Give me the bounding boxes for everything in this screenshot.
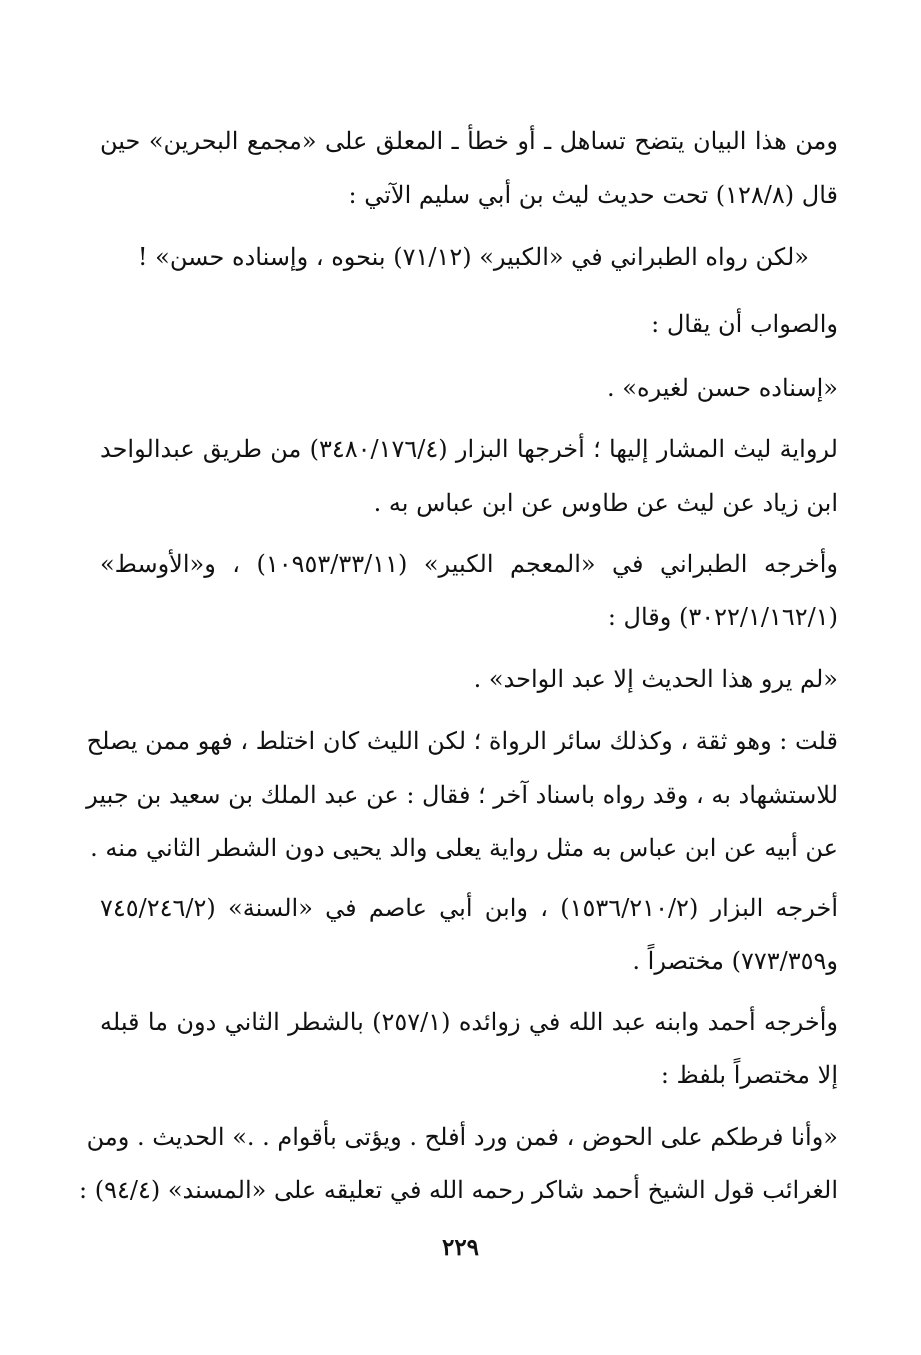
paragraph-5-line-3: عن أبيه عن ابن عباس به مثل رواية يعلى والد يحيى دون الشطر الثاني منه . xyxy=(90,834,838,862)
paragraph-5-line-1: قلت : وهو ثقة ، وكذلك سائر الرواة ؛ لكن الليث كان اختلط ، فهو ممن يصلح xyxy=(86,727,838,755)
paragraph-3-line-2: ابن زياد عن ليث عن طاوس عن ابن عباس به . xyxy=(373,489,838,517)
paragraph-4-line-1: وأخرجه الطبراني في «المعجم الكبير» (١٠٩٥٣/٣٣/١١) ، و«الأوسط» xyxy=(100,550,838,578)
paragraph-1-line-2: قال (١٢٨/٨) تحت حديث ليث بن أبي سليم الآتي : xyxy=(348,181,838,209)
paragraph-7-line-2: إلا مختصراً بلفظ : xyxy=(660,1061,838,1089)
paragraph-7-line-1: وأخرجه أحمد وابنه عبد الله في زوائده (٢٥٧/١) بالشطر الثاني دون ما قبله xyxy=(100,1008,839,1036)
paragraph-8-line-2: الغرائب قول الشيخ أحمد شاكر رحمه الله في تعليقه على «المسند» (٩٤/٤) : xyxy=(79,1176,838,1204)
paragraph-6-line-1: أخرجه البزار (١٥٣٦/٢١٠/٢) ، وابن أبي عاصم في «السنة» (٧٤٥/٢٤٦/٢ xyxy=(100,894,839,922)
paragraph-5-line-2: للاستشهاد به ، وقد رواه باسناد آخر ؛ فقال : عن عبد الملك بن سعيد بن جبير xyxy=(86,781,838,809)
paragraph-4-line-2: (٣٠٢٢/١/١٦٢/١) وقال : xyxy=(607,603,838,631)
paragraph-3-line-1: لرواية ليث المشار إليها ؛ أخرجها البزار (٣٤٨٠/١٧٦/٤) من طريق عبدالواحد xyxy=(100,435,838,463)
paragraph-1-line-1: ومن هذا البيان يتضح تساهل ـ أو خطأ ـ المعلق على «مجمع البحرين» حين xyxy=(100,127,838,155)
paragraph-2: والصواب أن يقال : xyxy=(651,310,838,338)
page-number: ٢٢٩ xyxy=(441,1234,480,1261)
paragraph-6-line-2: و٧٧٣/٣٥٩) مختصراً . xyxy=(632,947,838,975)
quote-3: «لم يرو هذا الحديث إلا عبد الواحد» . xyxy=(473,665,838,693)
paragraph-8-line-1: «وأنا فرطكم على الحوض ، فمن ورد أفلح . ويؤتى بأقوام . .» الحديث . ومن xyxy=(86,1123,838,1151)
quote-1: «لكن رواه الطبراني في «الكبير» (٧١/١٢) بنحوه ، وإسناده حسن» ! xyxy=(137,243,809,271)
quote-2: «إسناده حسن لغيره» . xyxy=(607,374,838,402)
